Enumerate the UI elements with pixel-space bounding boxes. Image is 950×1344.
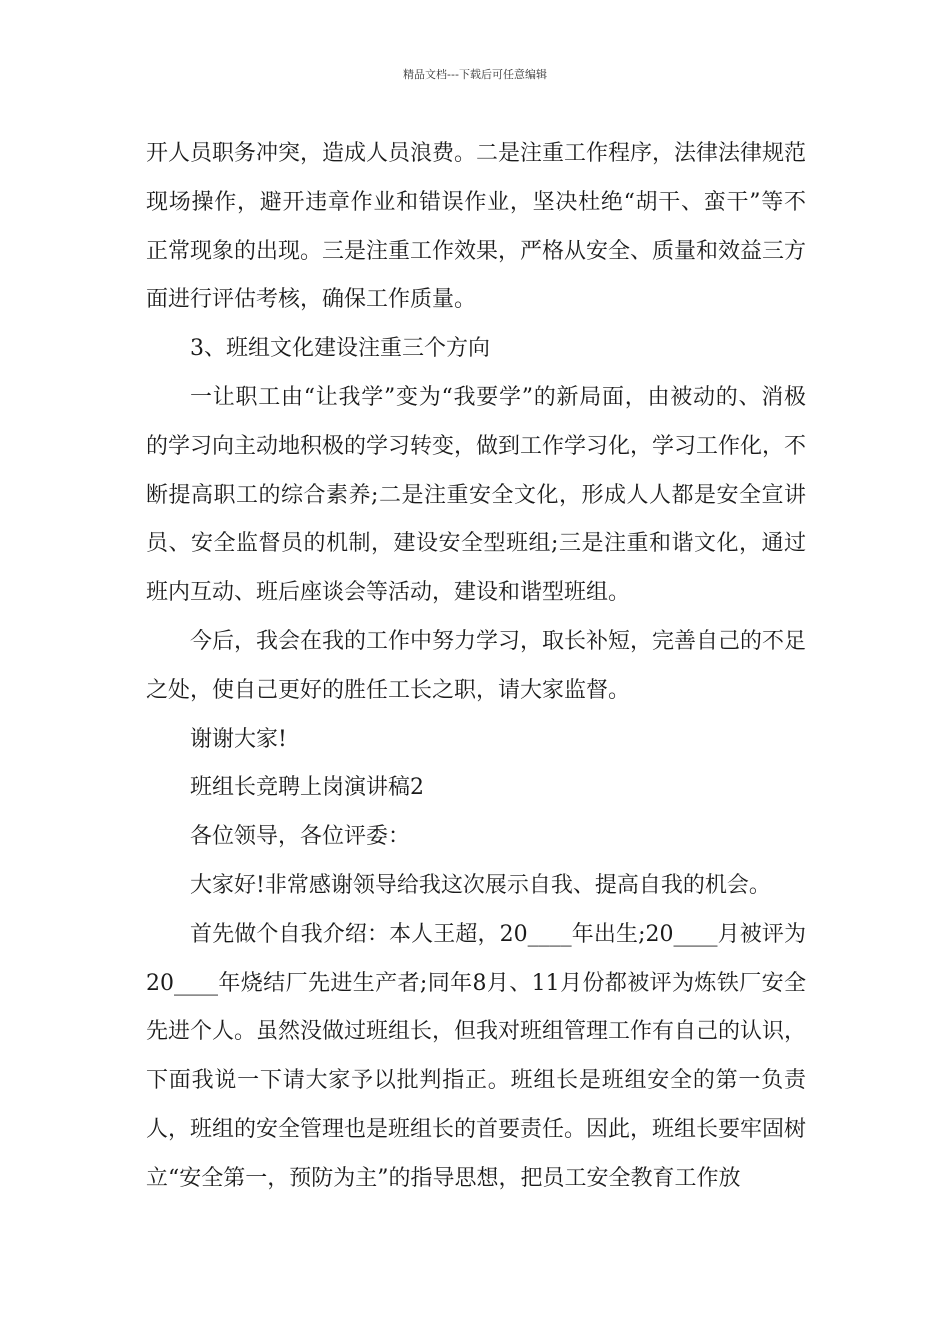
document-body: [146, 130, 806, 1204]
salutation: 各位领导，各位评委：: [190, 824, 411, 850]
page-header: 精品文档---下载后可任意编辑: [403, 68, 547, 81]
paragraph-culture: 一让职工由“让我学”变为“我要学”的新局面，由被动的、消极的学习向主动地积极的学习转变，做到工作学习化，学习工作化，不断提高职工的综合素养;二是注重安全文化，形成人人都是安全宣讲员、安全监督员的机制，建设安全型班组;三是注重和谐文化，通过班内互动、班后座谈会等活动，建设和谐型班组。: [146, 384, 807, 606]
paragraph-thanks: 谢谢大家!: [190, 726, 287, 752]
paragraph-introduction: 首先做个自我介绍：本人王超，20____年出生;20____月被评为20____年烧结厂先进生产者;同年8月、11月份都被评为炼铁厂安全先进个人。虽然没做过班组长，但我对班组管理工作有自己的认识，下面我说一下请大家予以批判指正。班组长是班组安全的第一负责人，班组的安全管理也是班组长的首要责任。因此，班组长要牢固树立“安全第一，预防为主”的指导思想，把员工安全教育工作放: [146, 921, 807, 1191]
section-heading: 3、班组文化建设注重三个方向: [190, 336, 490, 362]
paragraph-future: 今后，我会在我的工作中努力学习，取长补短，完善自己的不足之处，使自己更好的胜任工长之职，请大家监督。: [146, 628, 807, 703]
paragraph-continuation: 开人员职务冲突，造成人员浪费。二是注重工作程序，法律法律规范现场操作，避开违章作业和错误作业，坚决杜绝“胡干、蛮干”等不正常现象的出现。三是注重工作效果，严格从安全、质量和效益三方面进行评估考核，确保工作质量。: [146, 141, 807, 313]
speech-title: 班组长竞聘上岗演讲稿2: [190, 775, 424, 801]
paragraph-greeting: 大家好!非常感谢领导给我这次展示自我、提高自我的机会。: [190, 872, 771, 898]
